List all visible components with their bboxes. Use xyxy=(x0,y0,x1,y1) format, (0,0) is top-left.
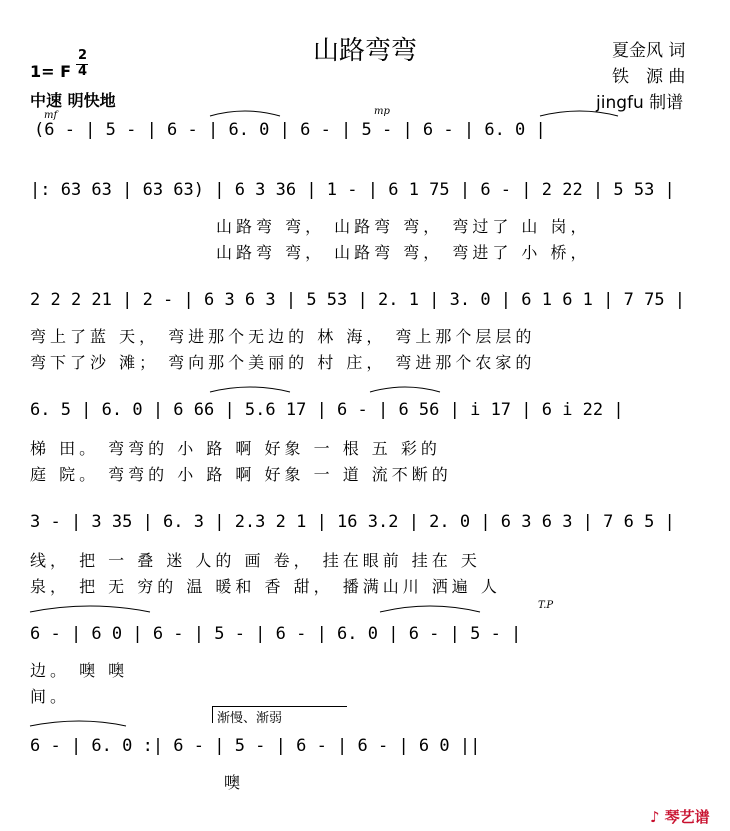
dynamic-mf: mf xyxy=(44,110,58,121)
song-title: 山路弯弯 xyxy=(312,36,417,66)
site-logo-text: 琴艺谱 xyxy=(664,808,710,826)
system-3-lyric-2: 弯下了沙 滩； 弯向那个美丽的 村 庄， 弯进那个农家的 xyxy=(30,353,536,372)
system-6-lyric-2: 间。 xyxy=(30,687,71,706)
system-4-lyric-2: 庭 院。 弯弯的 小 路 啊 好象 一 道 流不断的 xyxy=(30,465,452,484)
tempo-marking: 中速 明快地 xyxy=(30,91,116,110)
system-3-lyric-1: 弯上了蓝 天， 弯进那个无边的 林 海， 弯上那个层层的 xyxy=(30,327,536,346)
system-2-lyric-1: 山路弯 弯， 山路弯 弯， 弯过了 山 岗， xyxy=(216,217,591,236)
system-1-notes: (6 - | 5 - | 6 - | 6. 0 | 6 - | 5 - | 6 - | 6. 0 | xyxy=(34,120,546,140)
system-4-lyric-1: 梯 田。 弯弯的 小 路 啊 好象 一 根 五 彩的 xyxy=(30,439,441,458)
site-logo xyxy=(650,806,710,827)
system-5-notes: 3 - | 3 35 | 6. 3 | 2.3 2 1 | 16 3.2 | 2. 0 | 6 3 6 3 | 7 6 5 | xyxy=(30,512,675,532)
composer-credit: 铁 源 曲 xyxy=(612,67,686,87)
time-signature-bottom: 4 xyxy=(78,64,88,79)
key-signature: 1= F xyxy=(30,62,72,81)
lyricist-credit: 夏金风 词 xyxy=(612,41,686,61)
ritard-marking: 渐慢、渐弱 xyxy=(212,706,347,723)
system-2-notes: |: 63 63 | 63 63) | 6 3 36 | 1 - | 6 1 75 | 6 - | 2 22 | 5 53 | xyxy=(30,180,675,200)
time-signature-top: 2 xyxy=(78,48,88,63)
slur-arc xyxy=(540,111,618,116)
slur-arc xyxy=(370,387,440,392)
system-5-lyric-1: 线， 把 一 叠 迷 人的 画 卷， 挂在眼前 挂在 天 xyxy=(30,551,481,570)
dynamic-mp: mp xyxy=(374,106,390,117)
logo-icon: ♪ xyxy=(650,808,660,826)
system-5-lyric-2: 泉， 把 无 穷的 温 暖和 香 甜， 播满山川 洒遍 人 xyxy=(30,577,501,596)
tempo-primo: T.P xyxy=(538,600,554,611)
slur-arc xyxy=(30,606,150,612)
system-6-lyric-1: 边。 噢 噢 xyxy=(30,661,129,680)
system-7-lyric-1: 噢 xyxy=(224,773,245,792)
slur-arc xyxy=(380,606,480,612)
system-2-lyric-2: 山路弯 弯， 山路弯 弯， 弯进了 小 桥， xyxy=(216,243,591,262)
slur-arc xyxy=(210,387,290,392)
slur-arc xyxy=(210,111,280,116)
system-6-notes: 6 - | 6 0 | 6 - | 5 - | 6 - | 6. 0 | 6 - | 5 - | xyxy=(30,624,522,644)
system-7-notes: 6 - | 6. 0 :| 6 - | 5 - | 6 - | 6 - | 6 0 || xyxy=(30,736,481,756)
transcriber-credit: jingfu 制谱 xyxy=(596,93,684,113)
system-4-notes: 6. 5 | 6. 0 | 6 66 | 5.6 17 | 6 - | 6 56 | i 17 | 6 i 22 | xyxy=(30,400,624,420)
system-3-notes: 2 2 2 21 | 2 - | 6 3 6 3 | 5 53 | 2. 1 | 3. 0 | 6 1 6 1 | 7 75 | xyxy=(30,290,686,310)
slur-arc xyxy=(30,721,126,726)
